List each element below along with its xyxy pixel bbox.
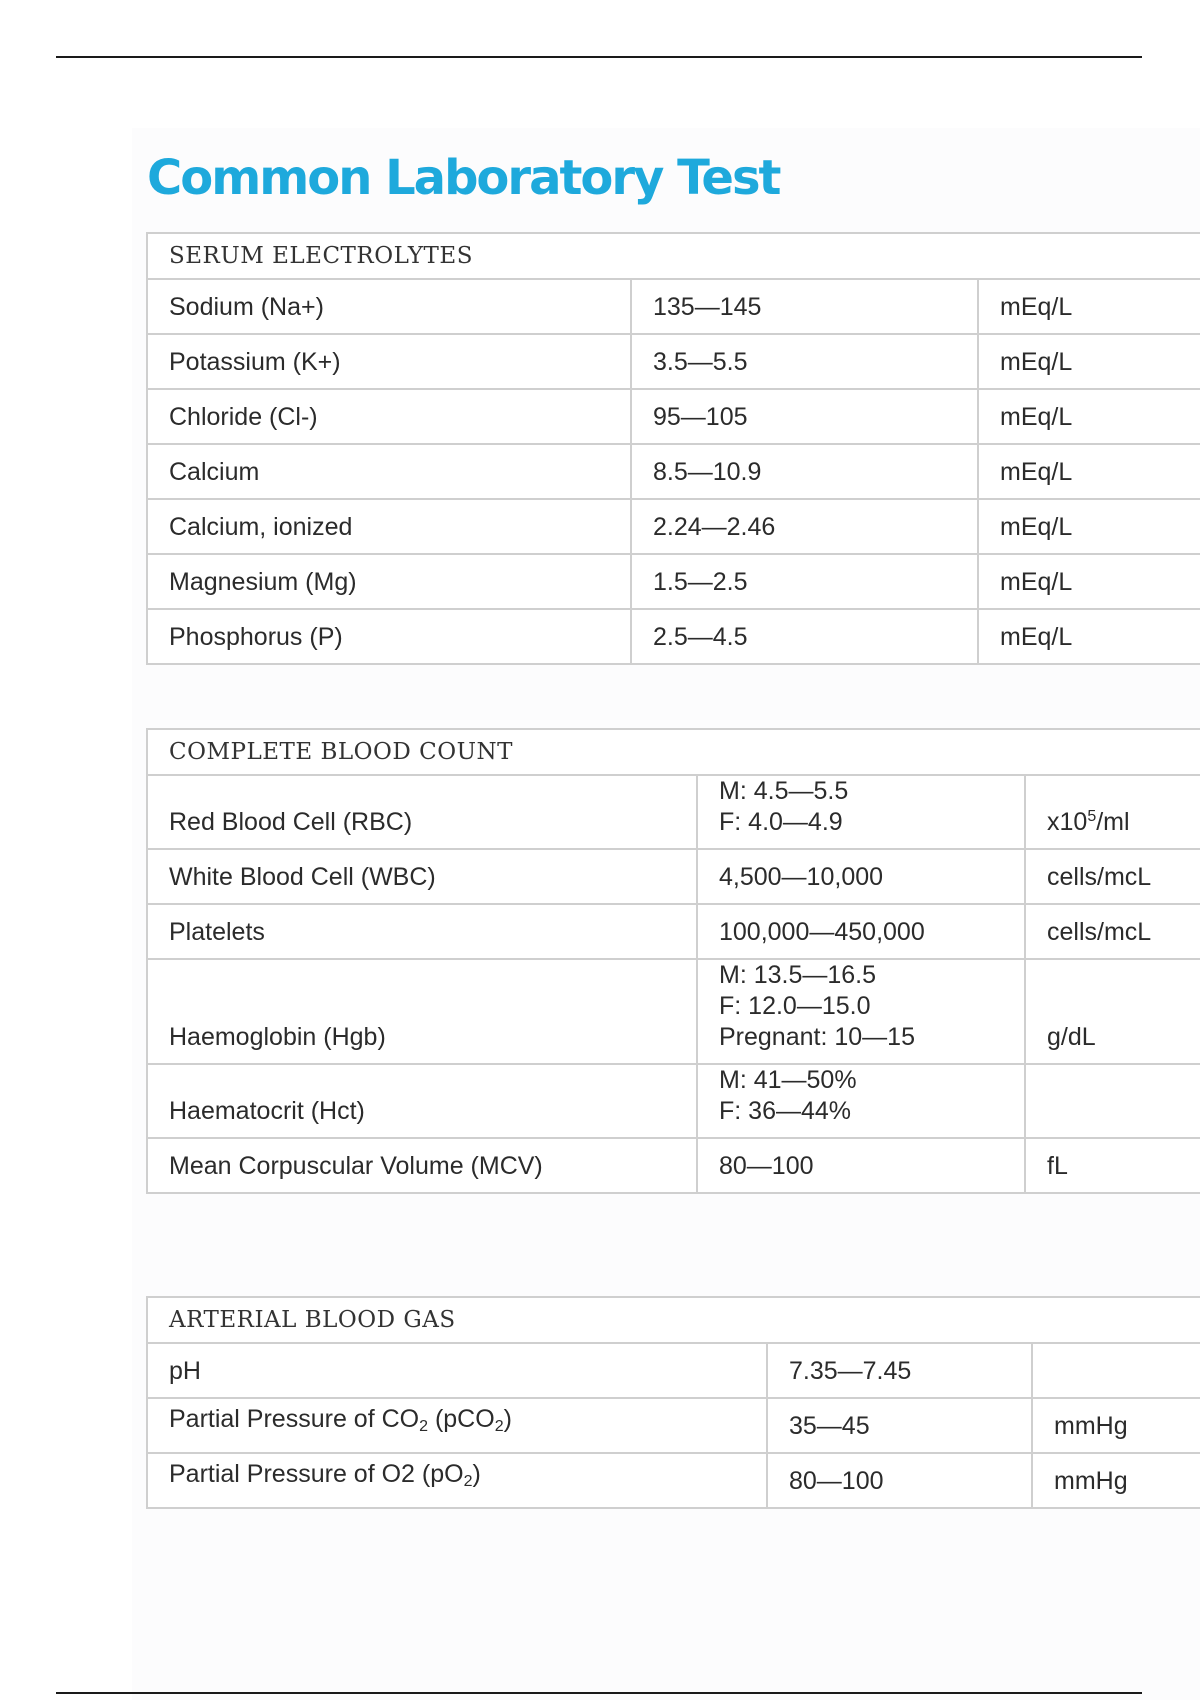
page-title: Common Laboratory Test <box>147 150 780 206</box>
reference-range: 95—105 <box>631 389 978 444</box>
reference-range <box>697 1064 1025 1138</box>
test-name: Platelets <box>147 904 697 959</box>
reference-range: 8.5—10.9 <box>631 444 978 499</box>
unit: mEq/L <box>978 334 1200 389</box>
reference-range: 135—145 <box>631 279 978 334</box>
unit: mmHg <box>1032 1453 1200 1508</box>
reference-range: 3.5—5.5 <box>631 334 978 389</box>
reference-range: 80—100 <box>767 1453 1032 1508</box>
test-name: Haematocrit (Hct) <box>147 1064 697 1138</box>
reference-range: 4,500—10,000 <box>697 849 1025 904</box>
table-header-row <box>147 233 1200 279</box>
test-name-text: (pCO <box>428 1405 495 1433</box>
test-name: Calcium <box>147 444 631 499</box>
table-header-row <box>147 729 1200 775</box>
unit-rest: /ml <box>1096 808 1130 836</box>
reference-range: 2.5—4.5 <box>631 609 978 664</box>
subscript: 2 <box>419 1418 428 1435</box>
unit <box>1025 775 1200 849</box>
test-name <box>147 1398 767 1453</box>
unit-base: x10 <box>1047 808 1088 836</box>
test-name-text: ) <box>472 1460 481 1488</box>
test-name: pH <box>147 1343 767 1398</box>
unit: mEq/L <box>978 279 1200 334</box>
unit <box>1025 1064 1200 1138</box>
test-name: Potassium (K+) <box>147 334 631 389</box>
table-row <box>147 279 1200 334</box>
unit: cells/mcL <box>1025 849 1200 904</box>
table-row <box>147 959 1200 1064</box>
test-name: Red Blood Cell (RBC) <box>147 775 697 849</box>
table-row <box>147 334 1200 389</box>
section-header: SERUM ELECTROLYTES <box>147 233 1200 279</box>
test-name: Phosphorus (P) <box>147 609 631 664</box>
reference-range: 7.35—7.45 <box>767 1343 1032 1398</box>
reference-range: 1.5—2.5 <box>631 554 978 609</box>
test-name: Calcium, ionized <box>147 499 631 554</box>
serum-electrolytes-table <box>146 232 1200 665</box>
section-header: ARTERIAL BLOOD GAS <box>147 1297 1200 1343</box>
table-row <box>147 1343 1200 1398</box>
reference-range <box>697 775 1025 849</box>
table-row <box>147 1064 1200 1138</box>
test-name: Haemoglobin (Hgb) <box>147 959 697 1064</box>
unit <box>1032 1343 1200 1398</box>
table-row <box>147 444 1200 499</box>
test-name-text: Partial Pressure of O2 (pO <box>169 1460 464 1488</box>
unit: fL <box>1025 1138 1200 1193</box>
complete-blood-count-table <box>146 728 1200 1194</box>
table-row <box>147 1398 1200 1453</box>
table-row <box>147 389 1200 444</box>
table-row <box>147 554 1200 609</box>
unit: mEq/L <box>978 389 1200 444</box>
table-row <box>147 609 1200 664</box>
test-name: White Blood Cell (WBC) <box>147 849 697 904</box>
subscript: 2 <box>494 1418 504 1435</box>
top-rule <box>56 56 1142 58</box>
bottom-rule <box>56 1692 1142 1694</box>
reference-range: 35—45 <box>767 1398 1032 1453</box>
test-name-text: Partial Pressure of CO <box>169 1405 420 1433</box>
unit: mEq/L <box>978 609 1200 664</box>
test-name: Mean Corpuscular Volume (MCV) <box>147 1138 697 1193</box>
range-line: M: 4.5—5.5 <box>719 777 849 805</box>
test-name: Chloride (Cl-) <box>147 389 631 444</box>
reference-range: 2.24—2.46 <box>631 499 978 554</box>
unit-exponent: 5 <box>1087 808 1097 825</box>
unit: g/dL <box>1025 959 1200 1064</box>
reference-range <box>697 959 1025 1064</box>
table-row <box>147 499 1200 554</box>
table-row <box>147 849 1200 904</box>
table-row <box>147 775 1200 849</box>
range-line: F: 4.0—4.9 <box>719 808 843 836</box>
reference-range: 100,000—450,000 <box>697 904 1025 959</box>
test-name: Magnesium (Mg) <box>147 554 631 609</box>
range-line: M: 41—50% <box>719 1066 857 1094</box>
range-line: M: 13.5—16.5 <box>719 961 877 989</box>
test-name <box>147 1453 767 1508</box>
test-name: Sodium (Na+) <box>147 279 631 334</box>
table-header-row <box>147 1297 1200 1343</box>
range-line: F: 12.0—15.0 <box>719 992 871 1020</box>
arterial-blood-gas-table <box>146 1296 1200 1509</box>
reference-range: 80—100 <box>697 1138 1025 1193</box>
unit: mEq/L <box>978 499 1200 554</box>
subscript: 2 <box>463 1473 473 1490</box>
unit: mEq/L <box>978 444 1200 499</box>
table-row <box>147 1138 1200 1193</box>
unit: mmHg <box>1032 1398 1200 1453</box>
table-row <box>147 1453 1200 1508</box>
range-line: Pregnant: 10—15 <box>719 1023 915 1051</box>
table-row <box>147 904 1200 959</box>
range-line: F: 36—44% <box>719 1097 852 1125</box>
unit: cells/mcL <box>1025 904 1200 959</box>
test-name-text: ) <box>503 1405 512 1433</box>
section-header: COMPLETE BLOOD COUNT <box>147 729 1200 775</box>
unit: mEq/L <box>978 554 1200 609</box>
